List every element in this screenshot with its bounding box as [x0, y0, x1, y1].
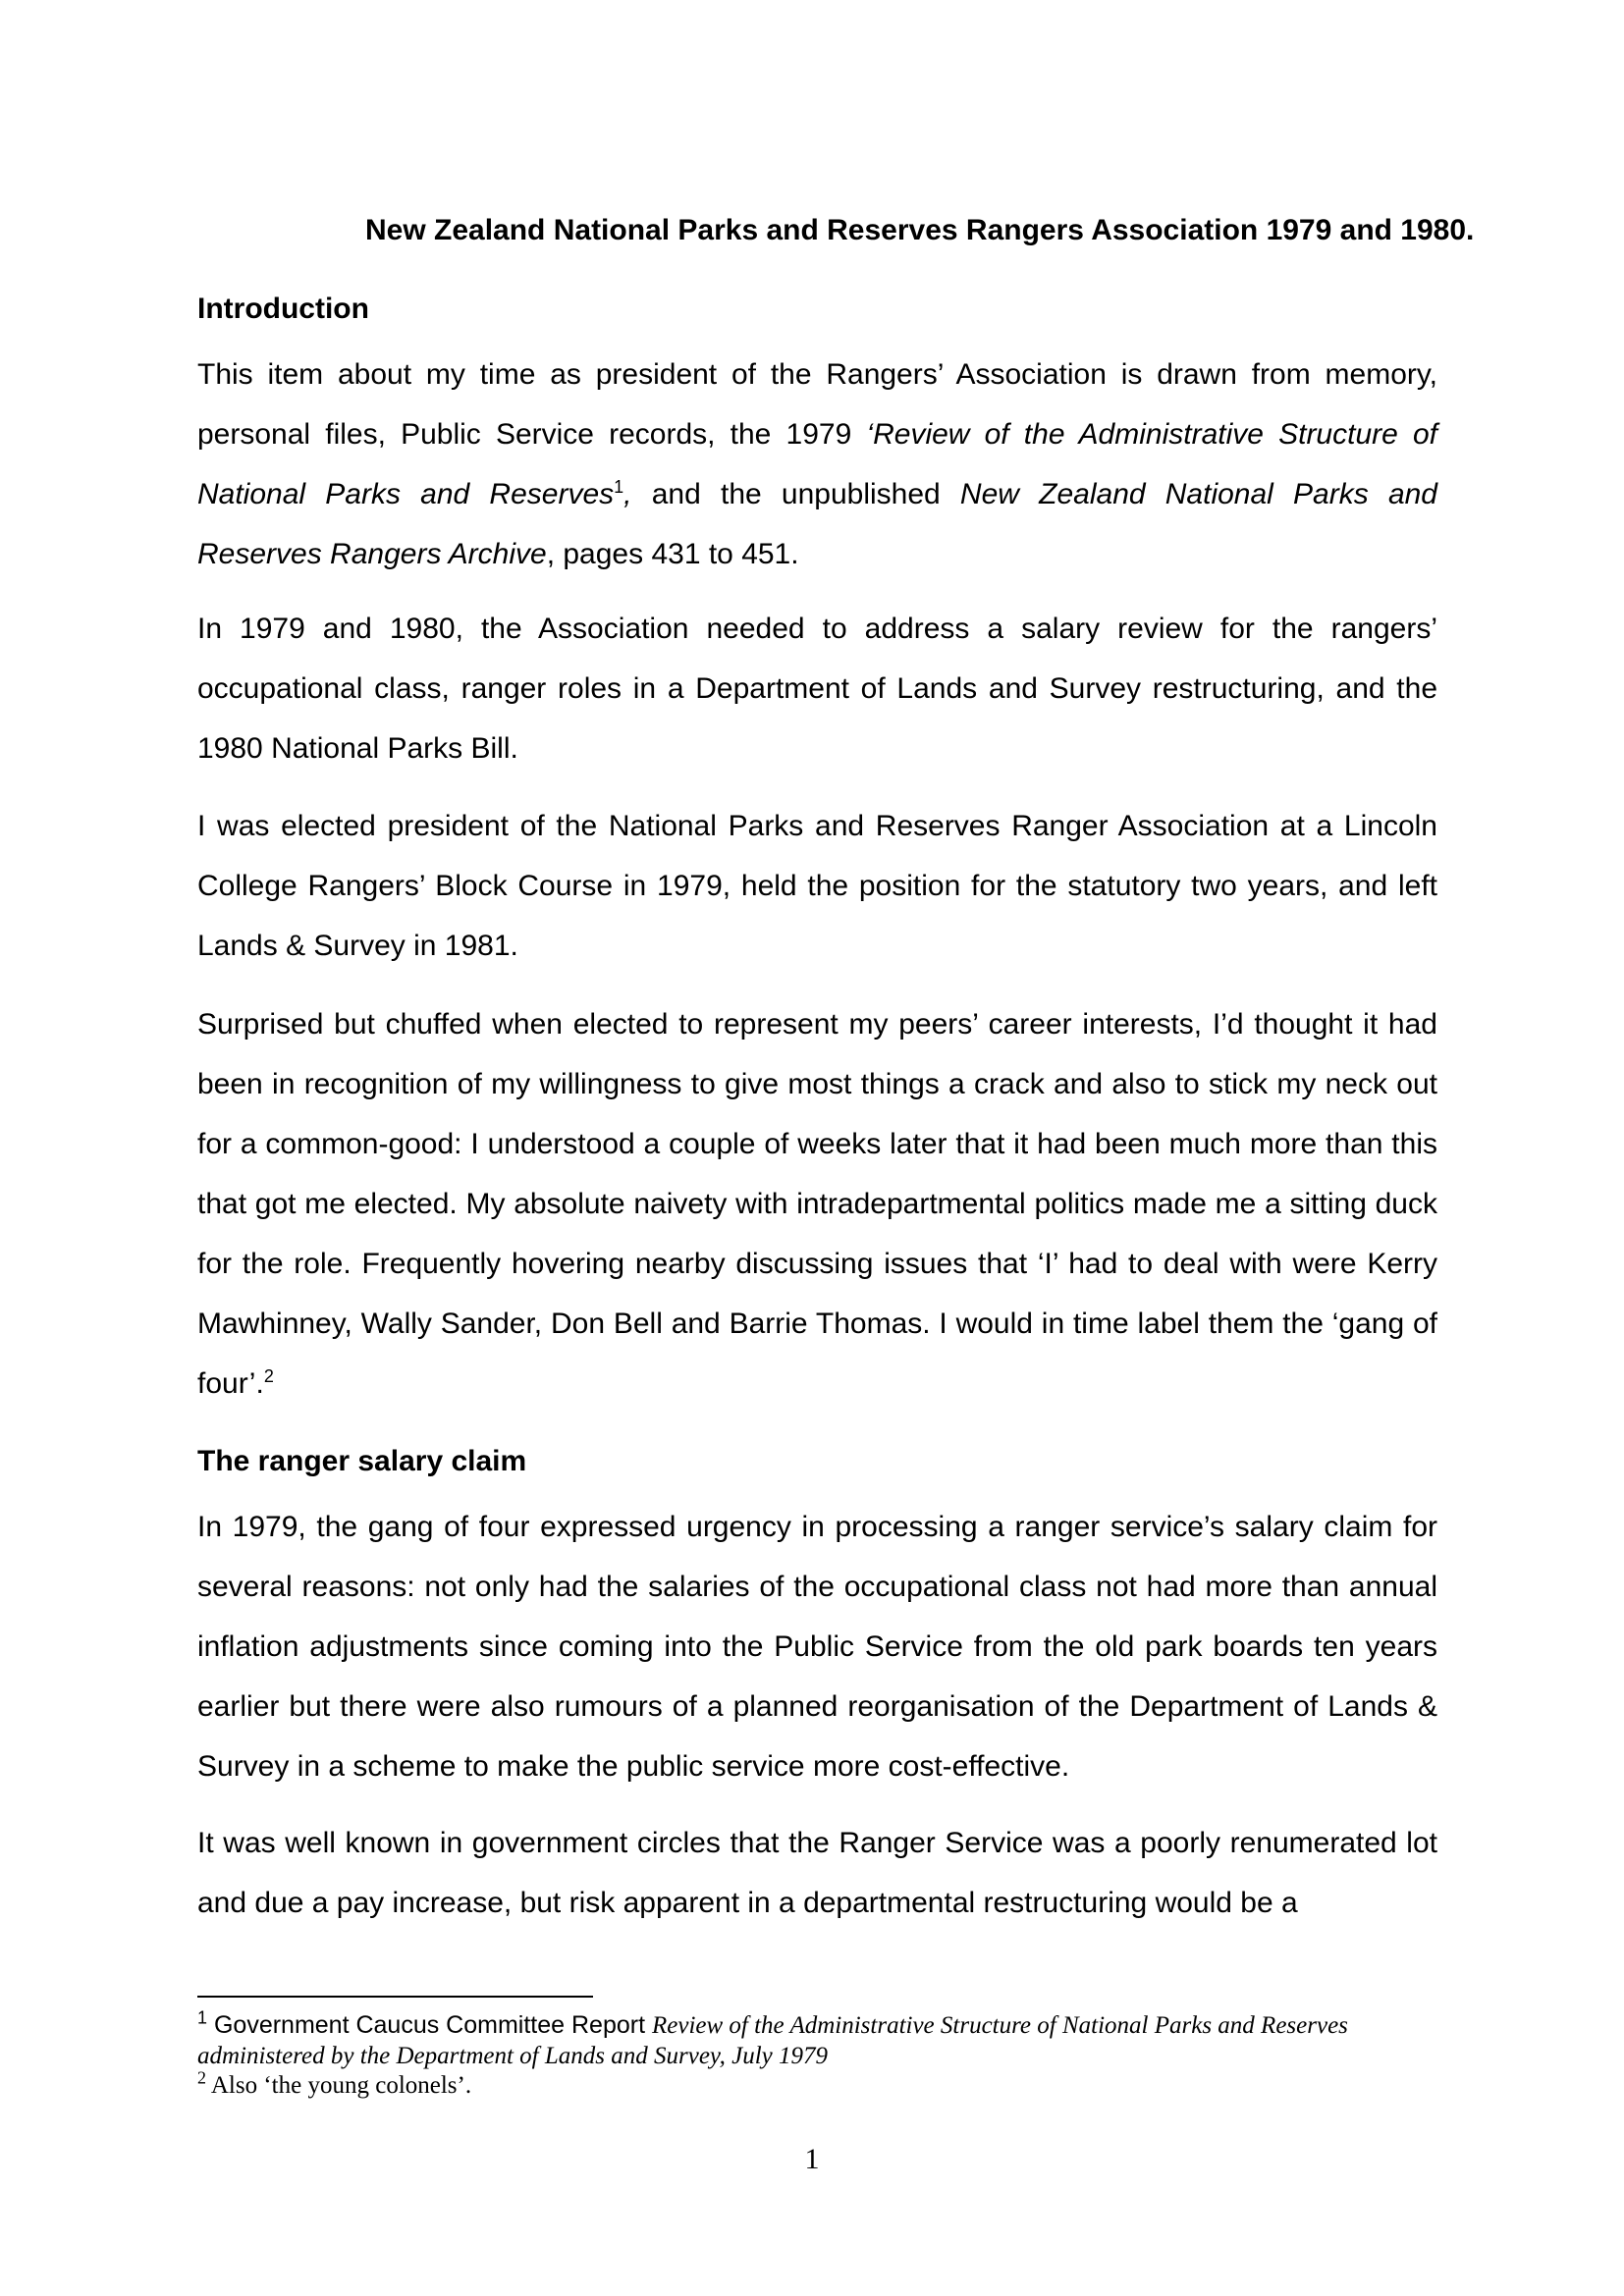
archive-title-italic: New Zealand National Parks and Reserves Rangers Archive: [197, 478, 1437, 570]
footnote-number: 1: [197, 2007, 208, 2028]
comma-italic: ,: [623, 478, 632, 510]
paragraph-text: Surprised but chuffed when elected to represent my peers’ career interests, I’d thought it had been in recognition of my willingness to give most things a crack and also to stick my neck out for a common-good: I understood a couple of weeks later that it had been much more than this that got me elected. My absolute naivety with intradepartmental politics made me a sitting duck for the role. Frequently hovering nearby discussing issues that ‘I’ had to deal with were Kerry Mawhinney, Wally Sander, Don Bell and Barrie Thomas. I would in time label them the ‘gang of four’.: [197, 1008, 1437, 1400]
footnote-text: Also ‘the young colonels’.: [210, 2072, 472, 2099]
paragraph-issues: In 1979 and 1980, the Association needed to address a salary review for the rangers’ occupational class, ranger roles in a Department of Lands and Survey restructuring, and the 1980 National Parks Bill.: [197, 613, 1437, 765]
paragraph-poorly-renumerated: It was well known in government circles that the Ranger Service was a poorly renumerated lot and due a pay increase, but risk apparent in a departmental restructuring would be a: [197, 1827, 1437, 1919]
footnote-ref-1: 1: [614, 477, 624, 497]
footnote-ref-2: 2: [263, 1366, 274, 1386]
footnote-text: Government Caucus Committee Report: [213, 2011, 652, 2039]
paragraph-text: , pages 431 to 451.: [546, 538, 799, 570]
footnote-italic-text: Review of the Administrative Structure of National Parks and Reserves administered by the Department of Lands and Survey, July 1979: [197, 2012, 1348, 2069]
paragraph-salary-urgency: In 1979, the gang of four expressed urgency in processing a ranger service’s salary claim for several reasons: not only had the salaries of the occupational class not had more than annual inflation adjustments since coming into the Public Service from the old park boards ten years earlier but there were also rumours of a planned reorganisation of the Department of Lands & Survey in a scheme to make the public service more cost-effective.: [197, 1511, 1437, 1783]
paragraph-text: and the unpublished: [631, 478, 960, 510]
footnote-1: [197, 2007, 1437, 2071]
paragraph-gang-of-four: [197, 994, 1437, 1414]
footnote-separator: [197, 1996, 593, 1998]
paragraph-intro-sources: [197, 345, 1437, 584]
document-title: New Zealand National Parks and Reserves Rangers Association 1979 and 1980.: [365, 214, 1475, 246]
paragraph-text: This item about my time as president of the Rangers’ Association is drawn from memory, personal files, Public Service records, the 1979: [197, 358, 1437, 451]
section-heading-introduction: Introduction: [197, 293, 369, 325]
footnote-2: [197, 2067, 1437, 2101]
review-title-italic: ‘Review of the Administrative Structure of National Parks and Reserves: [197, 418, 1437, 510]
section-heading-salary-claim: The ranger salary claim: [197, 1445, 527, 1477]
paragraph-elected: I was elected president of the National Parks and Reserves Ranger Association at a Lincoln College Rangers’ Block Course in 1979, held the position for the statutory two years, and left Lands & Survey in 1981.: [197, 810, 1437, 962]
page-number: 1: [804, 2143, 820, 2175]
footnote-number: 2: [197, 2067, 206, 2088]
